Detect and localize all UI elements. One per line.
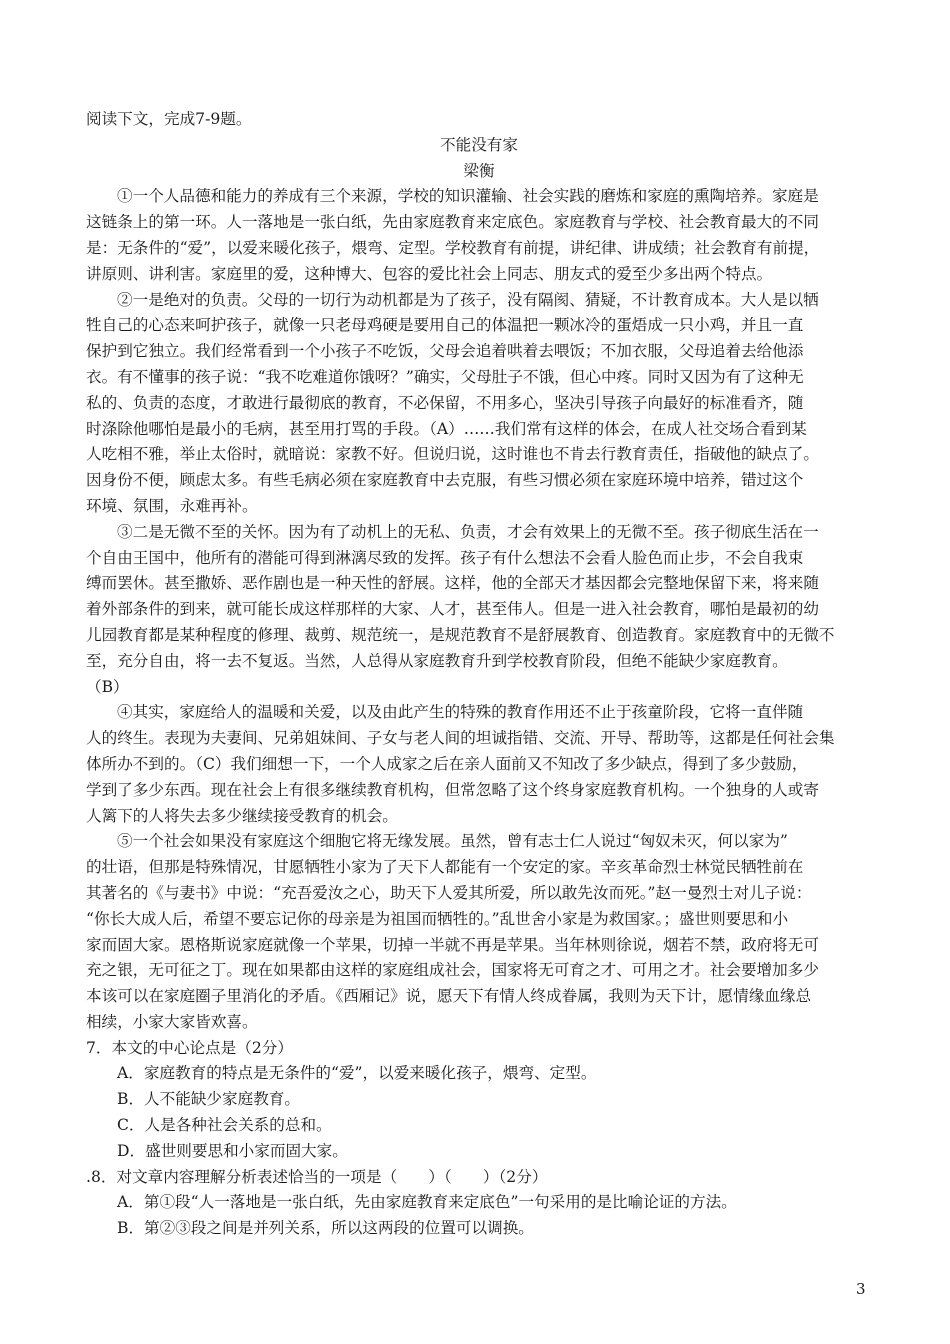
- text-line: 环境、氛围，永难再补。: [86, 496, 258, 515]
- text-line: 其著名的《与妻书》中说：“充吾爱汝之心，助天下人爱其所爱，所以敢先汝而死。”赵一曼烈士对儿子说：: [86, 883, 812, 902]
- text-line: 是：无条件的“爱”，以爱来暖化孩子，煨弯、定型。学校教育有前提，讲纪律、讲成绩；社会教育有前提，: [86, 238, 820, 257]
- article-title: 不能没有家: [440, 135, 518, 154]
- text-line: 私的、负责的态度，才敢进行最彻底的教育，不必保留，不用多心，坚决引导孩子向最好的标准看齐，随: [86, 393, 804, 412]
- text-line: ④其实，家庭给人的温暖和关爱，以及由此产生的特殊的教育作用还不止于孩童阶段，它将一直伴随: [117, 703, 804, 722]
- text-line: ③二是无微不至的关怀。因为有了动机上的无私、负责，才会有效果上的无微不至。孩子彻底生活在一: [117, 522, 819, 541]
- answer-option: B．人不能缺少家庭教育。: [117, 1090, 300, 1109]
- answer-option: A．第①段“人一落地是一张白纸，先由家庭教育来定底色”一句采用的是比喻论证的方法。: [117, 1193, 737, 1212]
- text-line: 相续，小家大家皆欢喜。: [86, 1012, 258, 1031]
- text-line: 个自由王国中，他所有的潜能可得到淋漓尽致的发挥。孩子有什么想法不会看人脸色而止步，不会自我束: [86, 548, 804, 567]
- document-page: [86, 107, 872, 1242]
- text-line: 衣。有不懂事的孩子说：“我不吃难道你饿呀？”确实，父母肚子不饿，但心中疼。同时又因为有了这种无: [86, 367, 804, 386]
- answer-option: C．人是各种社会关系的总和。: [117, 1116, 332, 1135]
- answer-option: A．家庭教育的特点是无条件的“爱”，以爱来暖化孩子，煨弯、定型。: [117, 1064, 597, 1083]
- text-line: 充之银，无可征之丁。现在如果都由这样的家庭组成社会，国家将无可育之才、可用之才。社会要增加多少: [86, 961, 819, 980]
- paragraph-4: [86, 700, 872, 829]
- text-line: 至，充分自由，将一去不复返。当然，人总得从家庭教育升到学校教育阶段，但绝不能缺少家庭教育。: [86, 651, 788, 670]
- text-line: 儿园教育都是某种程度的修理、裁剪、规范统一，是规范教育不是舒展教育、创造教育。家庭教育中的无微不: [86, 625, 835, 644]
- text-line: 牲自己的心态来呵护孩子，就像一只老母鸡硬是要用自己的体温把一颗冰冷的蛋焐成一只小鸡，并且一直: [86, 316, 804, 335]
- text-line: 讲原则、讲利害。家庭里的爱，这种博大、包容的爱比社会上同志、朋友式的爱至少多出两个特点。: [86, 264, 773, 283]
- paragraph-3: [86, 520, 872, 701]
- text-line: 人吃相不雅，举止太俗时，就暗说：家教不好。但说归说，这时谁也不肯去行教育责任，指破他的缺点了。: [86, 445, 819, 464]
- question-stem: .8．对文章内容理解分析表述恰当的一项是（ ）（ ）（2分）: [86, 1167, 548, 1186]
- text-line: 这链条上的第一环。人一落地是一张白纸，先由家庭教育来定底色。家庭教育与学校、社会教育最大的不同: [86, 213, 819, 232]
- text-line: 本该可以在家庭圈子里消化的矛盾。《西厢记》说，愿天下有情人终成眷属，我则为天下计，愿情缘血缘总: [86, 987, 812, 1006]
- text-line: ⑤一个社会如果没有家庭这个细胞它将无缘发展。虽然，曾有志士仁人说过“匈奴未灭，何以家为”: [117, 832, 788, 851]
- text-line: 人的终生。表现为夫妻间、兄弟姐妹间、子女与老人间的坦诚指错、交流、开导、帮助等，这都是任何社会集: [86, 729, 835, 748]
- page-number: 3: [856, 1280, 866, 1298]
- paragraph-5: [86, 829, 872, 1035]
- text-line: 家而固大家。恩格斯说家庭就像一个苹果，切掉一半就不再是苹果。当年林则徐说，烟若不禁，政府将无可: [86, 935, 819, 954]
- question-stem: 7．本文的中心论点是（2分）: [86, 1038, 293, 1057]
- paragraph-1: [86, 184, 872, 287]
- paragraph-2: [86, 288, 872, 520]
- text-line: ①一个人品德和能力的养成有三个来源，学校的知识灌输、社会实践的磨炼和家庭的熏陶培养。家庭是: [117, 187, 819, 206]
- text-line: “你长大成人后，希望不要忘记你的母亲是为祖国而牺牲的。”乱世舍小家是为救国家。；盛世则要思和小: [86, 909, 789, 928]
- text-line: 着外部条件的到来，就可能长成这样那样的大家、人才，甚至伟人。但是一进入社会教育，哪怕是最初的幼: [86, 600, 819, 619]
- answer-option: B．第②③段之间是并列关系，所以这两段的位置可以调换。: [117, 1219, 534, 1238]
- question-7: [86, 1036, 872, 1165]
- text-line: 的壮语，但那是特殊情况，甘愿牺牲小家为了天下人都能有一个安定的家。辛亥革命烈士林觉民牺牲前在: [86, 858, 804, 877]
- marker-b: （B）: [86, 677, 129, 696]
- answer-option: D．盛世则要思和小家而固大家。: [117, 1141, 348, 1160]
- reading-instruction: 阅读下文，完成7-9题。: [86, 110, 252, 128]
- text-line: 时涤除他哪怕是最小的毛病，甚至用打骂的手段。（A）……我们常有这样的体会，在成人社交场合看到某: [86, 419, 807, 438]
- article-author: 梁衡: [463, 161, 495, 180]
- text-line: ②一是绝对的负责。父母的一切行为动机都是为了孩子，没有隔阂、猜疑，不计教育成本。大人是以牺: [117, 290, 819, 309]
- text-line: 学到了多少东西。现在社会上有很多继续教育机构，但常忽略了这个终身家庭教育机构。一个独身的人或寄: [86, 780, 819, 799]
- text-line: 人篱下的人将失去多少继续接受教育的机会。: [86, 806, 398, 825]
- text-line: 保护到它独立。我们经常看到一个小孩子不吃饭，父母会追着哄着去喂饭；不加衣服，父母追着去给他添: [86, 342, 804, 361]
- question-8: [86, 1165, 872, 1242]
- text-line: 缚而罢休。甚至撒娇、恶作剧也是一种天性的舒展。这样，他的全部天才基因都会完整地保留下来，将来随: [86, 574, 819, 593]
- text-line: 因身份不便，顾虑太多。有些毛病必须在家庭教育中去克服，有些习惯必须在家庭环境中培养，错过这个: [86, 471, 804, 490]
- text-line: 体所办不到的。（C）我们细想一下，一个人成家之后在亲人面前又不知改了多少缺点，得到了多少鼓励，: [86, 754, 808, 773]
